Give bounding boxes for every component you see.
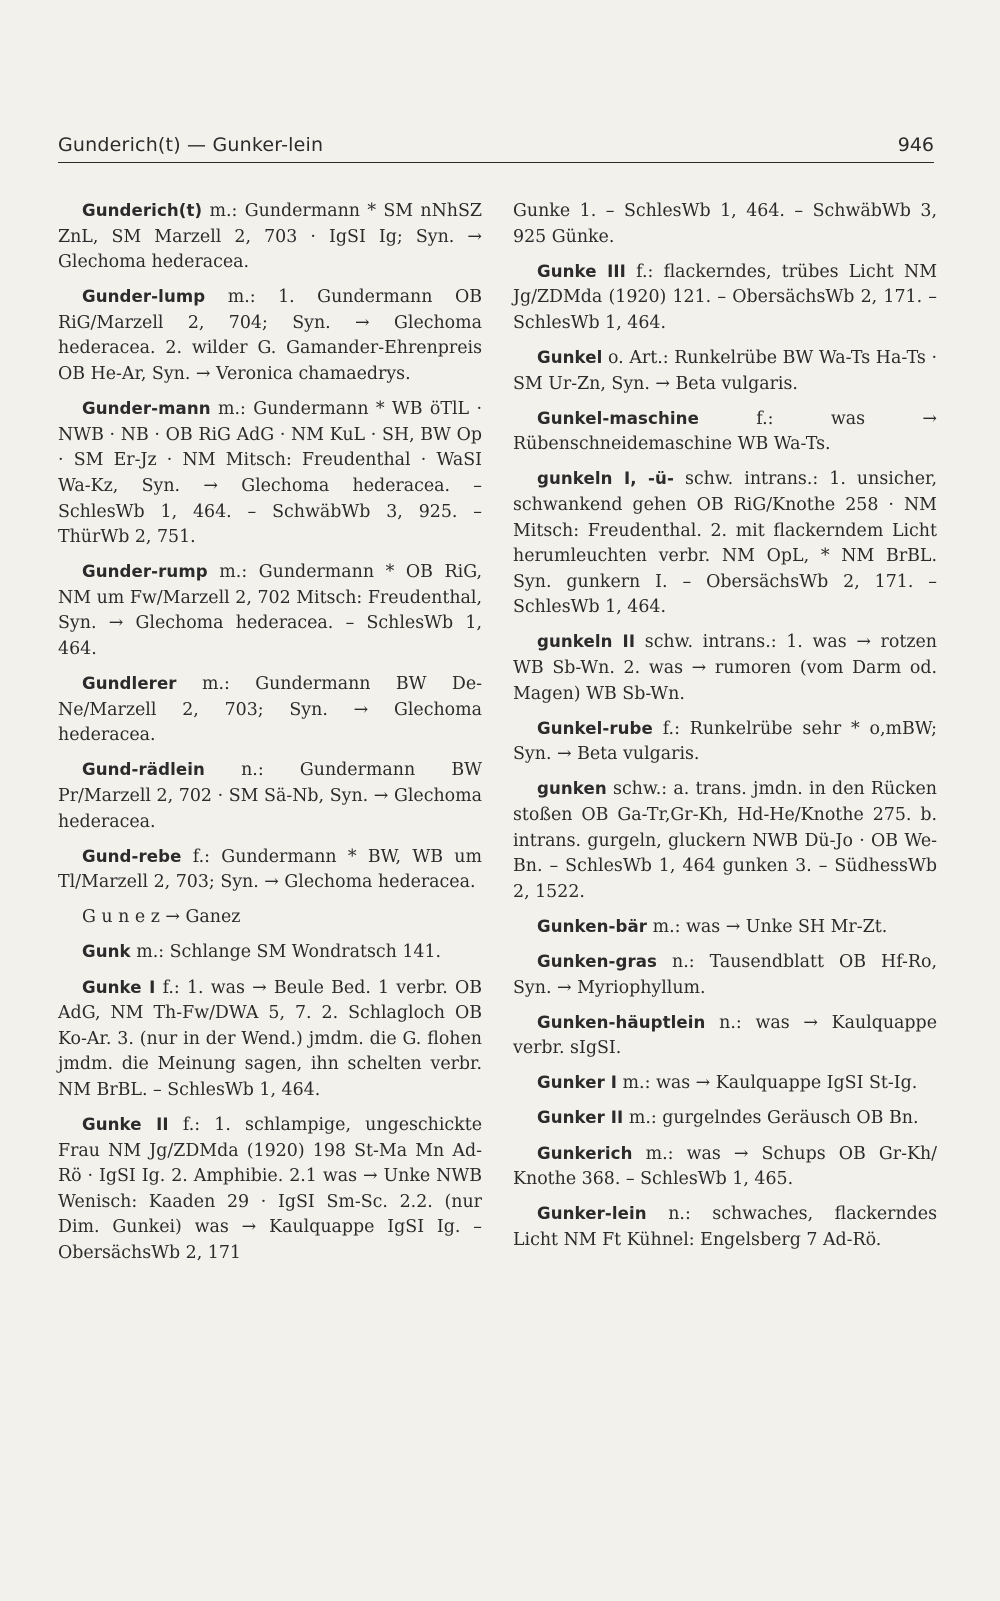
dictionary-entry: [513, 776, 937, 905]
entry-text: f.: 1. was → Beule Bed. 1 verbr. OB AdG, NM Th-Fw/DWA 5, 7. 2. Schlagloch OB Ko-Ar. 3. (nur in der Wend.) jmdm. die G. flohen jmdm. die Meinung sagen, ihn schelten verbr. NM BrBL. – SchlesWb 1, 464.: [58, 977, 483, 1100]
entry-text: m.: was → Unke SH Mr-Zt.: [647, 916, 888, 937]
dictionary-entry: [513, 949, 937, 1001]
dictionary-entry: [513, 1010, 937, 1062]
entry-text: m.: Schlange SM Wondratsch 141.: [130, 942, 442, 963]
entry-text: m.: was → Kaulquappe IgSI St-Ig.: [617, 1073, 918, 1094]
entry-text: schw.: a. trans. jmdn. in den Rücken stoßen OB Ga-Tr,Gr-Kh, Hd-He/Knothe 275. b. intrans. gurgeln, gluckern NWB Dü-Jo · OB We-Bn. – SchlesWb 1, 464 gunken 3. – SüdhessWb 2, 1522.: [513, 779, 937, 902]
entry-lemma: gunken: [537, 779, 607, 799]
entry-text: m.: 1. Gundermann OB RiG/Marzell 2, 704; Syn. → Glechoma hederacea. 2. wilder G. Gamander-Ehrenpreis OB He-Ar, Syn. → Veronica chamaedrys.: [58, 287, 482, 385]
left-column: [58, 198, 482, 1275]
dictionary-entry: [58, 975, 482, 1104]
entry-text: m.: gurgelndes Geräusch OB Bn.: [623, 1108, 919, 1129]
dictionary-entry: [513, 406, 937, 458]
dictionary-entry: [58, 757, 482, 835]
entry-lemma: Gunken-gras: [537, 951, 658, 971]
entry-text: f.: Runkelrübe sehr * o,mBW; Syn. → Beta vulgaris.: [513, 718, 937, 765]
right-column: [513, 198, 937, 1262]
entry-lemma: Gunker II: [537, 1108, 624, 1128]
entry-text: n.: Gundermann BW Pr/Marzell 2, 702 · SM Sä-Nb, Syn. → Glechoma hederacea.: [58, 760, 482, 832]
entry-text: n.: was → Kaulquappe verbr. sIgSI.: [513, 1012, 937, 1059]
dictionary-entry: [58, 1112, 482, 1267]
entry-text: f.: 1. schlampige, ungeschickte Frau NM Jg/ZDMda (1920) 198 St-Ma Mn Ad-Rö · IgSI Ig. 2. Amphibie. 2.1 was → Unke NWB Wenisch: Kaaden 29 · IgSI Sm-Sc. 2.2. (nur Dim. Gunkei) was → Kaulquappe IgSI Ig. – ObersächsWb 2, 171: [58, 1115, 482, 1263]
entry-text: n.: schwaches, flackerndes Licht NM Ft Kühnel: Engelsberg 7 Ad-Rö.: [513, 1204, 937, 1250]
entry-lemma: Gunke I: [82, 977, 156, 997]
dictionary-entry: [513, 629, 937, 707]
entry-text: f.: Gundermann * BW, WB um Tl/Marzell 2, 703; Syn. → Glechoma hederacea.: [58, 846, 482, 893]
entry-lemma: Gunken-bär: [537, 916, 648, 936]
entry-text: f.: was → Rübenschneidemaschine WB Wa-Ts.: [513, 408, 937, 455]
entry-lemma: Gundlerer: [82, 674, 177, 694]
entry-lemma: Gunkel: [537, 347, 603, 367]
entry-text: m.: Gundermann * OB RiG, NM um Fw/Marzell 2, 702 Mitsch: Freudenthal, Syn. → Glechoma hederacea. – SchlesWb 1, 464.: [58, 562, 482, 659]
cross-reference-entry: [58, 904, 482, 931]
dictionary-entry: [513, 1201, 937, 1253]
entry-text: schw. intrans.: 1. unsicher, schwankend gehen OB RiG/Knothe 258 · NM Mitsch: Freudenthal. 2. mit flackerndem Licht herumleuchten verbr. NM OpL, * NM BrBL. Syn. gunkern I. – ObersächsWb 2, 171. – SchlesWb 1, 464.: [513, 469, 937, 618]
dictionary-entry: [513, 345, 937, 397]
entry-lemma: Gunkel-maschine: [537, 408, 699, 428]
dictionary-entry: [513, 716, 937, 768]
dictionary-entry: [513, 1105, 937, 1132]
entry-text: m.: was → Schups OB Gr-Kh/ Knothe 368. – SchlesWb 1, 465.: [513, 1143, 937, 1190]
entry-lemma: Gunkel-rube: [537, 718, 653, 738]
dictionary-entry: [58, 284, 482, 387]
entry-text: m.: Gundermann * SM nNhSZ ZnL, SM Marzell 2, 703 · IgSI Ig; Syn. → Glechoma hederacea.: [58, 201, 482, 273]
entry-lemma: Gunder-mann: [82, 399, 211, 419]
entry-lemma: Gunder-rump: [82, 562, 208, 582]
entry-text: Gunke 1. – SchlesWb 1, 464. – SchwäbWb 3, 925 Günke.: [513, 201, 937, 247]
entry-lemma: Gunkerich: [537, 1143, 633, 1163]
dictionary-entry: [513, 466, 937, 621]
dictionary-entry: [58, 198, 482, 276]
entry-text: o. Art.: Runkelrübe BW Wa-Ts Ha-Ts · SM Ur-Zn, Syn. → Beta vulgaris.: [513, 347, 937, 394]
page-title: Gunderich(t) — Gunker-lein: [58, 134, 324, 156]
entry-lemma: Gunken-häuptlein: [537, 1012, 706, 1032]
entry-lemma: Gunke III: [537, 261, 626, 281]
entry-lemma: gunkeln II: [537, 632, 636, 652]
entry-lemma: Gund-rädlein: [82, 760, 205, 780]
dictionary-entry: [513, 1141, 937, 1193]
continued-entry: [513, 198, 937, 250]
entry-lemma: Gunker I: [537, 1073, 618, 1093]
dictionary-entry: [513, 1070, 937, 1097]
entry-text: G u n e z → Ganez: [82, 907, 241, 928]
dictionary-entry: [58, 559, 482, 662]
entry-lemma: Gunke II: [82, 1115, 169, 1134]
entry-text: m.: Gundermann * WB öTlL · NWB · NB · OB RiG AdG · NM KuL · SH, BW Op · SM Er-Jz · NM Mitsch: Freudenthal · WaSI Wa-Kz, Syn. → Glechoma hederacea. – SchlesWb 1, 464. – SchwäbWb 3, 925. – ThürWb 2, 751.: [58, 399, 482, 548]
entry-text: schw. intrans.: 1. was → rotzen WB Sb-Wn. 2. was → rumoren (vom Darm od. Magen) WB Sb-Wn.: [513, 632, 937, 704]
dictionary-entry: [58, 671, 482, 749]
entry-lemma: Gunderich(t): [82, 201, 203, 220]
page-number: 946: [897, 134, 934, 156]
entry-lemma: gunkeln I, -ü-: [537, 469, 674, 489]
entry-lemma: Gunk: [82, 942, 131, 962]
dictionary-entry: [58, 939, 482, 966]
dictionary-entry: [513, 914, 937, 941]
dictionary-entry: [513, 259, 937, 337]
entry-text: f.: flackerndes, trübes Licht NM Jg/ZDMda (1920) 121. – ObersächsWb 2, 171. – SchlesWb 1, 464.: [513, 261, 937, 333]
running-head: [58, 134, 934, 163]
entry-lemma: Gunker-lein: [537, 1204, 647, 1224]
entry-text: m.: Gundermann BW De-Ne/Marzell 2, 703; Syn. → Glechoma hederacea.: [58, 674, 482, 746]
entry-lemma: Gunder-lump: [82, 287, 206, 307]
entry-text: n.: Tausendblatt OB Hf-Ro, Syn. → Myriophyllum.: [513, 951, 937, 998]
entry-lemma: Gund-rebe: [82, 846, 182, 866]
dictionary-entry: [58, 396, 482, 551]
dictionary-entry: [58, 844, 482, 896]
